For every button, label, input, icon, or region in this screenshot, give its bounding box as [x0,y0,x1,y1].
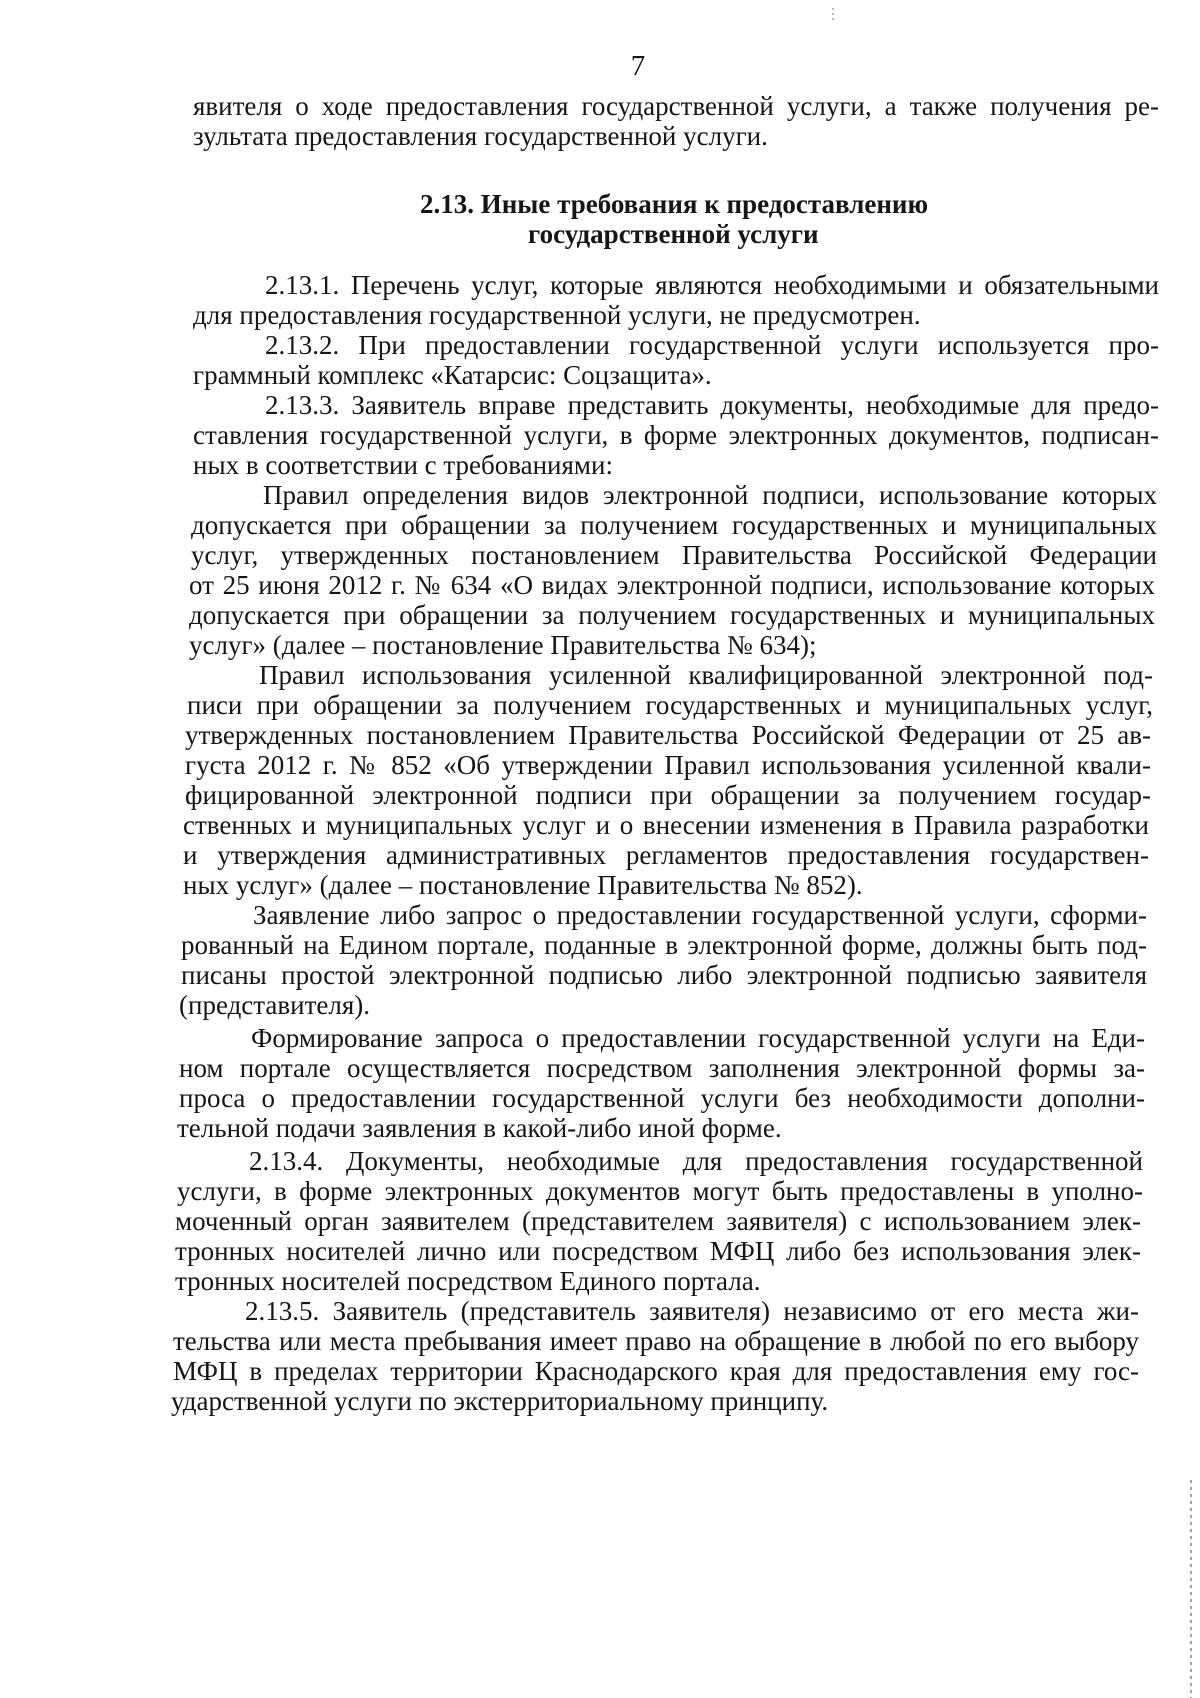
paragraph-line: граммный комплекс «Катарсис: Соцзащита». [193,360,712,390]
paragraph-line: моченный орган заявителем (представителем заявителя) с использованием элек- [175,1206,1141,1236]
paragraph-line: допускается при обращении за получением государственных и муниципальных [191,510,1157,540]
page-number: 7 [630,50,646,82]
paragraph-line: утвержденных постановлением Правительства Российской Федерации от 25 ав- [185,720,1151,750]
paragraph-line: тронных носителей посредством Единого портала. [175,1266,761,1296]
paragraph-line: ных в соответствии с требованиями: [193,450,613,480]
paragraph-line: ных услуг» (далее – постановление Правительства № 852). [183,870,863,900]
paragraph-line: тронных носителей лично или посредством МФЦ либо без использования элек- [175,1236,1141,1266]
paragraph-line: фицированной электронной подписи при обращении за получением государ- [185,780,1151,810]
paragraph-line: 2.13.1. Перечень услуг, которые являются необходимыми и обязательными [265,270,1159,300]
paragraph-line: рованный на Едином портале, поданные в электронной форме, должны быть под- [181,930,1147,960]
paragraph-line: Заявление либо запрос о предоставлении государственной услуги, сформи- [253,900,1147,930]
paragraph-line: и утверждения административных регламентов предоставления государствен- [183,840,1149,870]
intro-line: зультата предоставления государственной услуги. [193,121,768,151]
paragraph-line: ственных и муниципальных услуг и о внесении изменения в Правила разработки [183,810,1149,840]
paragraph-line: ном портале осуществляется посредством заполнения электронной формы за- [179,1053,1145,1083]
paragraph-line: 2.13.4. Документы, необходимые для предоставления государственной [249,1146,1143,1176]
paragraph-line: Формирование запроса о предоставлении государственной услуги на Еди- [251,1023,1145,1053]
section-heading: 2.13. Иные требования к предоставлению [420,189,929,219]
paragraph-line: проса о предоставлении государственной услуги без необходимости дополни- [179,1083,1145,1113]
intro-line: явителя о ходе предоставления государственной услуги, а также получения ре- [193,91,1159,121]
scan-mark [832,8,834,22]
section-heading: государственной услуги [528,219,819,249]
paragraph-line: 2.13.3. Заявитель вправе представить документы, необходимые для предо- [265,390,1159,420]
paragraph-line: (представителя). [179,990,371,1020]
paragraph-line: от 25 июня 2012 г. № 634 «О видах электронной подписи, использование которых [189,570,1155,600]
paragraph-line: МФЦ в пределах территории Краснодарского края для предоставления ему гос- [173,1356,1139,1386]
paragraph-line: ставления государственной услуги, в форме электронных документов, подписан- [193,420,1159,450]
paragraph-line: 2.13.2. При предоставлении государственной услуги используется про- [265,330,1159,360]
paragraph-line: для предоставления государственной услуги, не предусмотрен. [193,300,921,330]
paragraph-line: допускается при обращении за получением государственных и муниципальных [189,600,1155,630]
paragraph-line: Правил определения видов электронной подписи, использование которых [263,480,1157,510]
paragraph-line: писаны простой электронной подписью либо электронной подписью заявителя [181,960,1147,990]
paragraph-line: Правил использования усиленной квалифицированной электронной под- [259,660,1153,690]
paragraph-line: тельной подачи заявления в какой-либо иной форме. [177,1113,782,1143]
paragraph-line: писи при обращении за получением государственных и муниципальных услуг, [187,690,1153,720]
paragraph-line: густа 2012 г. № 852 «Об утверждении Правил использования усиленной квали- [185,750,1151,780]
paragraph-line: услуг» (далее – постановление Правительства № 634); [189,630,817,660]
paragraph-line: ударственной услуги по экстерриториальному принципу. [171,1386,829,1416]
paragraph-line: услуги, в форме электронных документов могут быть предоставлены в уполно- [177,1176,1143,1206]
paragraph-line: тельства или места пребывания имеет право на обращение в любой по его выбору [173,1326,1139,1356]
paragraph-line: услуг, утвержденных постановлением Правительства Российской Федерации [191,540,1157,570]
paragraph-line: 2.13.5. Заявитель (представитель заявителя) независимо от его места жи- [245,1296,1139,1326]
scan-edge-mark [1190,1480,1192,1698]
